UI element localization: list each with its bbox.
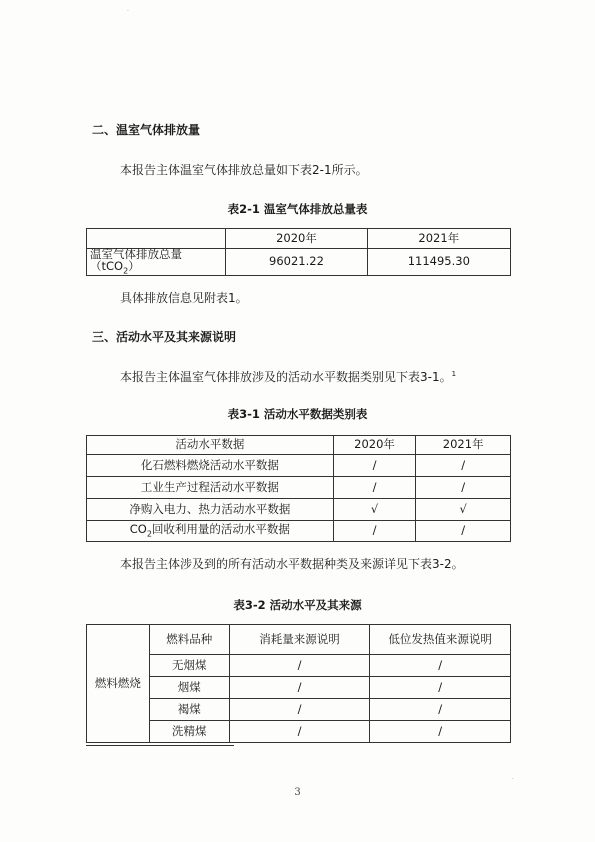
table-cell-2020: √	[333, 499, 416, 521]
table-cell-2021: /	[416, 455, 511, 477]
table-cell-consumption: /	[229, 677, 370, 699]
table-cell-2020: /	[333, 477, 416, 499]
table-caption-3-1: 表3-1 活动水平数据类别表	[227, 407, 368, 421]
table-row	[87, 249, 511, 276]
table-cell-2021: /	[416, 521, 511, 542]
table-header-cell: 燃料品种	[149, 625, 229, 655]
table-cell-fuel: 褐煤	[149, 699, 229, 721]
page-number: 3	[294, 787, 301, 798]
table-cell-2020: /	[333, 455, 416, 477]
table-cell-consumption: /	[229, 699, 370, 721]
table-row	[87, 699, 511, 721]
scan-mark: ·	[127, 8, 129, 15]
table-row	[87, 455, 511, 477]
table-header-row	[87, 625, 511, 655]
table-cell-ncv: /	[370, 699, 511, 721]
paragraph-activity-sources: 本报告主体涉及到的所有活动水平数据种类及来源详见下表3-2。	[120, 557, 464, 571]
table-cell-consumption: /	[229, 655, 370, 677]
paragraph-emissions-intro: 本报告主体温室气体排放总量如下表2-1所示。	[120, 163, 368, 177]
table-group-label: 燃料燃烧	[87, 625, 150, 743]
paragraph-activity-intro: 本报告主体温室气体排放涉及的活动水平数据类别见下表3-1。$^1$	[120, 370, 457, 384]
table-row-label: 净购入电力、热力活动水平数据	[87, 499, 334, 521]
table-header-cell: 2021年	[416, 436, 511, 455]
table-header-cell	[87, 229, 226, 249]
table-row	[87, 477, 511, 499]
table-activity-categories	[86, 435, 511, 542]
table-header-row	[87, 229, 511, 249]
table-header-cell: 低位发热值来源说明	[370, 625, 511, 655]
table-row	[87, 655, 511, 677]
section-heading-activity: 三、活动水平及其来源说明	[92, 330, 237, 344]
table-row-label: 温室气体排放总量（tCO$_2$）	[87, 249, 226, 276]
table-header-row	[87, 436, 511, 455]
table-cell-ncv: /	[370, 677, 511, 699]
table-header-cell: 活动水平数据	[87, 436, 334, 455]
table-cell-fuel: 无烟煤	[149, 655, 229, 677]
table-emissions-total	[86, 228, 511, 276]
table-cell-fuel: 烟煤	[149, 677, 229, 699]
paragraph-attachment-note: 具体排放信息见附表1。	[120, 291, 248, 305]
footnote-divider	[86, 745, 234, 746]
table-header-cell: 2020年	[333, 436, 416, 455]
table-row	[87, 499, 511, 521]
table-header-cell: 消耗量来源说明	[229, 625, 370, 655]
table-caption-2-1: 表2-1 温室气体排放总量表	[227, 202, 368, 216]
footnote-ref: 1	[451, 370, 457, 378]
table-row-label: 化石燃料燃烧活动水平数据	[87, 455, 334, 477]
table-cell-consumption: /	[229, 721, 370, 743]
table-row	[87, 521, 511, 542]
table-cell-ncv: /	[370, 655, 511, 677]
table-row-label: 工业生产过程活动水平数据	[87, 477, 334, 499]
table-row-label: $CO_2$回收利用量的活动水平数据	[87, 521, 334, 542]
table-header-cell: 2021年	[367, 229, 510, 249]
table-caption-3-2: 表3-2 活动水平及其来源	[233, 598, 362, 612]
table-cell-2020: 96021.22	[226, 249, 367, 276]
table-header-cell: 2020年	[226, 229, 367, 249]
table-row	[87, 677, 511, 699]
table-cell-fuel: 洗精煤	[149, 721, 229, 743]
table-cell-2021: √	[416, 499, 511, 521]
table-row	[87, 721, 511, 743]
table-activity-sources	[86, 624, 511, 743]
table-cell-2020: /	[333, 521, 416, 542]
table-cell-2021: 111495.30	[367, 249, 510, 276]
table-cell-2021: /	[416, 477, 511, 499]
section-heading-emissions: 二、温室气体排放量	[92, 123, 201, 137]
table-cell-ncv: /	[370, 721, 511, 743]
scan-mark: ·	[512, 776, 514, 783]
